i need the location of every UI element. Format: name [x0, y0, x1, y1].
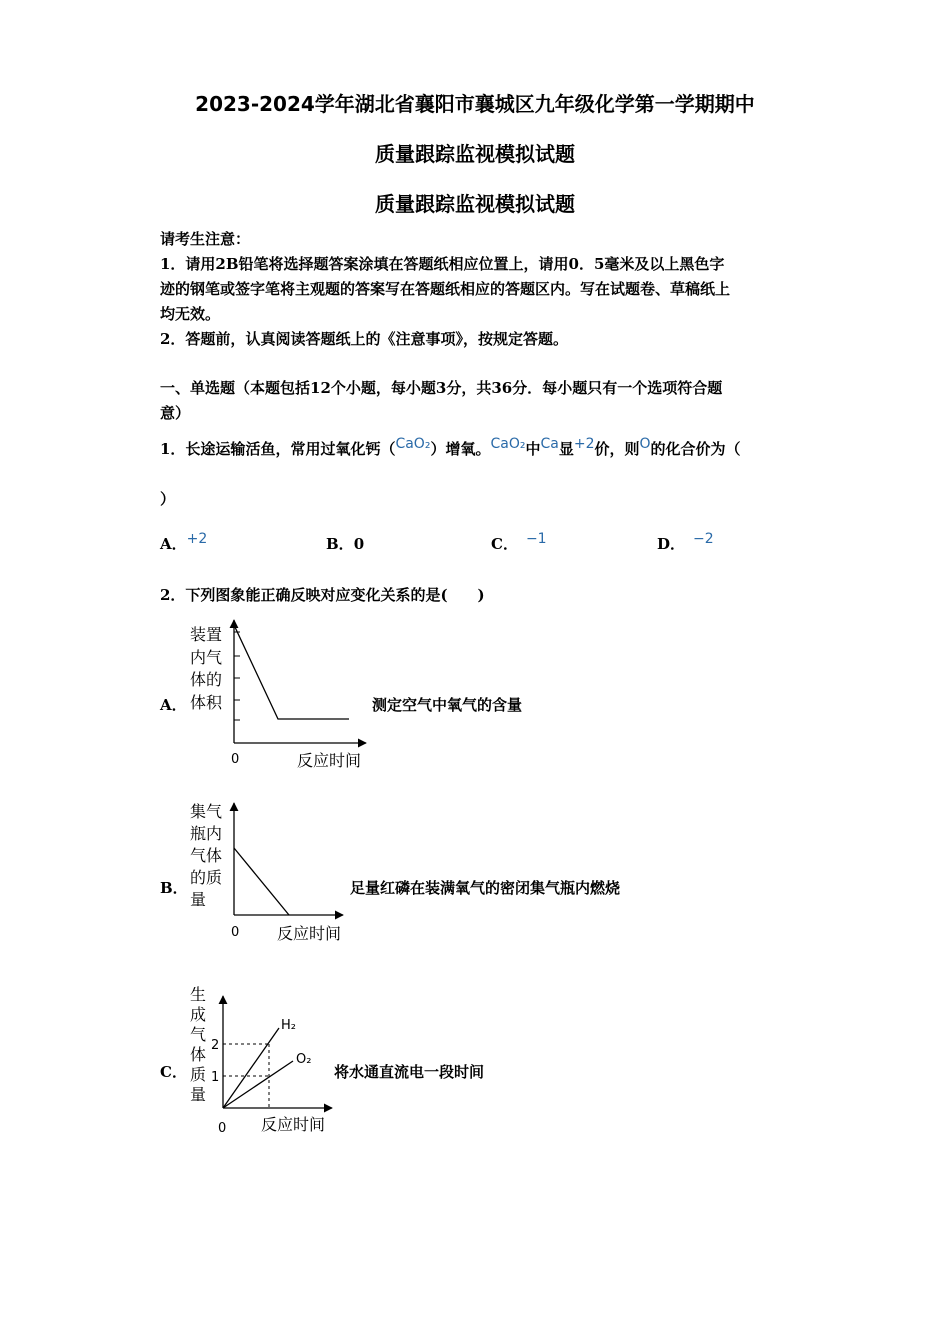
- notice-line-4: 2．答题前，认真阅读答题纸上的《注意事项》，按规定答题。: [160, 330, 568, 348]
- graph-c-xlabel: 反应时间: [261, 1115, 326, 1134]
- q1-text-4: 显: [558, 440, 574, 458]
- title-line-1: 2023-2024学年湖北省襄阳市襄城区九年级化学第一学期期中: [195, 92, 755, 116]
- graph-c-ylabel-1: 生: [190, 985, 207, 1004]
- graph-b-ylabel-2: 瓶内: [190, 824, 223, 843]
- q1-text-1: 1．长途运输活鱼，常用过氧化钙（: [160, 440, 396, 458]
- notice-heading: 请考生注意：: [160, 230, 251, 248]
- q1-text-3: 中: [525, 440, 541, 458]
- graph-a-origin: 0: [231, 752, 240, 767]
- graph-b: [180, 795, 360, 950]
- title-line-2: 质量跟踪监视模拟试题: [375, 142, 575, 166]
- q1-option-a[interactable]: A．+2: [160, 531, 208, 553]
- q1-option-d[interactable]: D． −2: [657, 531, 714, 553]
- section-line-1: 一、单选题（本题包括12个小题，每小题3分，共36分．每小题只有一个选项符合题: [160, 379, 723, 397]
- graph-c-h2-line: [223, 1028, 279, 1108]
- graph-a-ylabel-2: 内气: [190, 648, 223, 667]
- q1-option-a-value: +2: [186, 531, 208, 547]
- graph-b-ylabel-5: 量: [190, 890, 207, 909]
- graph-b-option-label[interactable]: B．: [160, 879, 188, 897]
- q1-formula-o: O: [639, 436, 651, 452]
- section-line-2: 意）: [160, 404, 191, 422]
- graph-c-caption: 将水通直流电一段时间: [334, 1063, 485, 1081]
- graph-a-ylabel-4: 体积: [190, 693, 223, 712]
- graph-b-curve: [234, 848, 289, 915]
- graph-b-origin: 0: [231, 925, 240, 940]
- graph-c-origin: 0: [218, 1121, 227, 1136]
- graph-a-caption: 测定空气中氧气的含量: [372, 696, 523, 714]
- graph-c-h2-label: H₂: [281, 1018, 296, 1033]
- q1-formula-cao2: CaO₂: [395, 436, 431, 452]
- graph-b-ylabel-3: 气体: [190, 846, 223, 865]
- graph-c-ylabel-6: 量: [190, 1085, 207, 1104]
- graph-a-ylabel-1: 装置: [190, 625, 223, 644]
- graph-a-ylabel-3: 体的: [190, 670, 223, 689]
- graph-a-curve: [234, 625, 349, 719]
- question-2-stem: 2．下列图象能正确反映对应变化关系的是( ): [160, 586, 485, 604]
- notice-line-2: 迹的钢笔或签字笔将主观题的答案写在答题纸相应的答题区内。写在试题卷、草稿纸上: [160, 280, 731, 298]
- graph-c-ylabel-4: 体: [190, 1045, 207, 1064]
- q1-text-5: 价，则: [594, 440, 640, 458]
- q1-formula-cao2-2: CaO₂: [490, 436, 526, 452]
- graph-b-caption: 足量红磷在装满氧气的密闭集气瓶内燃烧: [350, 879, 621, 897]
- title-line-3: 质量跟踪监视模拟试题: [375, 192, 575, 216]
- graph-c-o2-line: [223, 1061, 293, 1108]
- q1-close-paren: ）: [160, 490, 176, 508]
- graph-a-xlabel: 反应时间: [297, 751, 362, 770]
- graph-c-ylabel-3: 气: [190, 1025, 207, 1044]
- graph-c-tick-2: 2: [211, 1038, 220, 1053]
- notice-line-3: 均无效。: [160, 305, 221, 323]
- graph-b-xlabel: 反应时间: [277, 924, 342, 943]
- graph-c-ylabel-5: 质: [190, 1065, 207, 1084]
- graph-c-option-label[interactable]: C．: [160, 1063, 187, 1081]
- q1-text-6: 的化合价为（: [650, 440, 741, 458]
- graph-a: [180, 612, 380, 772]
- graph-c-ylabel-2: 成: [190, 1005, 207, 1024]
- graph-a-option-label[interactable]: A．: [160, 696, 187, 714]
- q1-option-d-value: −2: [693, 531, 714, 547]
- q1-option-c[interactable]: C． −1: [491, 531, 547, 553]
- graph-c: [180, 980, 340, 1140]
- graph-c-tick-1: 1: [211, 1070, 220, 1085]
- graph-b-ylabel-1: 集气: [190, 802, 223, 821]
- q1-option-c-value: −1: [525, 531, 547, 547]
- graph-c-o2-label: O₂: [296, 1052, 312, 1067]
- q1-formula-plus2: +2: [573, 436, 595, 452]
- q1-text-2: ）增氧。: [430, 440, 491, 458]
- question-1-stem: [160, 438, 741, 459]
- graph-b-ylabel-4: 的质: [190, 868, 223, 887]
- q1-option-b[interactable]: B．0: [326, 535, 365, 553]
- q1-formula-ca: Ca: [540, 436, 559, 452]
- notice-line-1: 1．请用2B铅笔将选择题答案涂填在答题纸相应位置上，请用0．5毫米及以上黑色字: [160, 255, 725, 273]
- q1-option-b-value: 0: [353, 535, 365, 553]
